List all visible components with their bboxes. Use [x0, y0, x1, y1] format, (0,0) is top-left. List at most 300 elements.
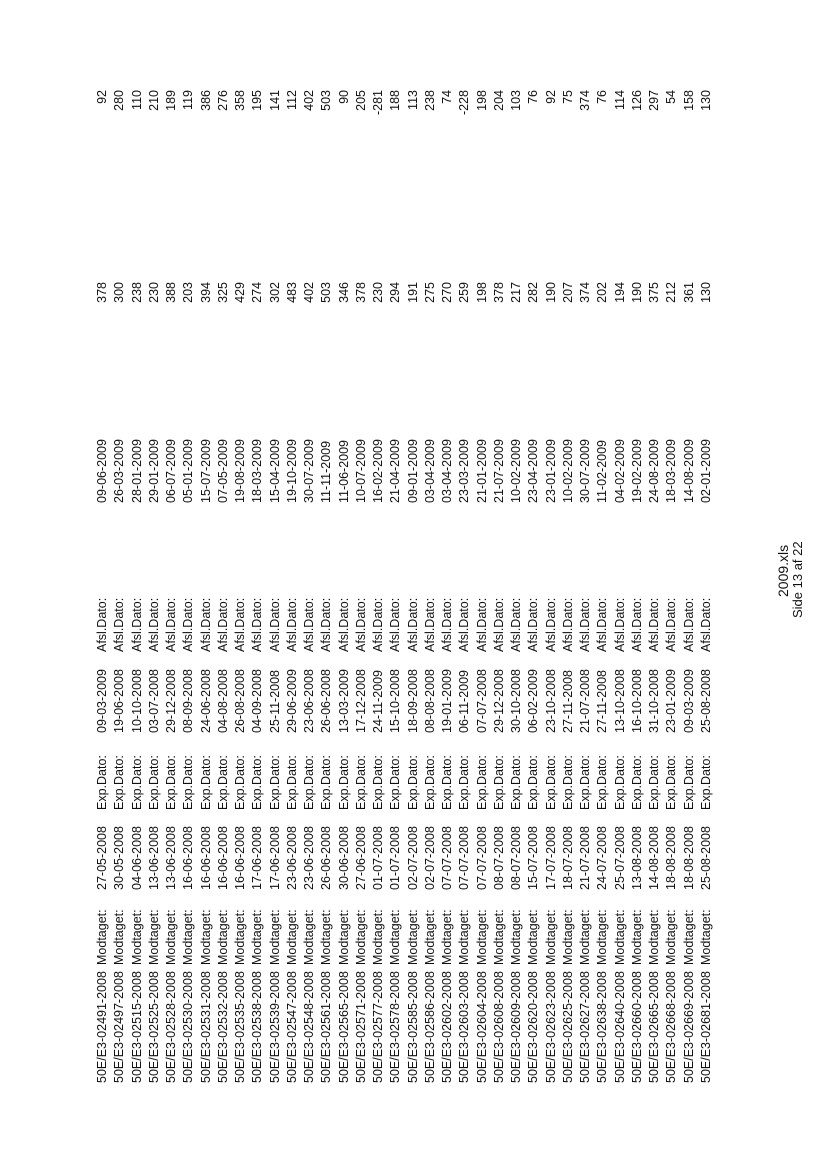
value-difference: 503 — [319, 90, 334, 111]
afsl-date-label: Afsl.Dato: — [405, 597, 420, 652]
case-id: 50E/E3-02668-2008 — [664, 971, 679, 1083]
table-row — [559, 0, 576, 1169]
value-days: 190 — [629, 282, 644, 303]
exp-date-label: Exp.Dato: — [440, 755, 454, 810]
exp-date: 07-07-2008 — [474, 669, 489, 733]
received-label: Modtaget: — [543, 909, 558, 965]
received-label: Modtaget: — [95, 909, 109, 965]
exp-date: 10-10-2008 — [129, 669, 144, 733]
table-row — [524, 0, 541, 1169]
case-id: 50E/E3-02638-2008 — [595, 971, 610, 1083]
table-row — [317, 0, 334, 1169]
afsl-date-label: Afsl.Dato: — [164, 597, 178, 652]
exp-date-label: Exp.Dato: — [560, 755, 575, 810]
afsl-date-label: Afsl.Dato: — [233, 597, 247, 652]
afsl-date-label: Afsl.Dato: — [267, 597, 282, 652]
exp-date-label: Exp.Dato: — [250, 755, 265, 810]
value-days: 374 — [578, 282, 592, 303]
value-days: 194 — [612, 282, 627, 303]
afsl-date-label: Afsl.Dato: — [215, 597, 230, 652]
exp-date: 25-11-2008 — [267, 669, 282, 733]
afsl-date-label: Afsl.Dato: — [198, 597, 213, 652]
received-date: 16-06-2008 — [198, 826, 213, 890]
exp-date-label: Exp.Dato: — [146, 755, 161, 810]
received-date: 07-07-2008 — [440, 826, 454, 890]
case-id: 50E/E3-02623-2008 — [543, 971, 558, 1083]
received-date: 27-05-2008 — [95, 826, 109, 890]
value-days: 346 — [336, 282, 351, 303]
exp-date: 04-09-2008 — [250, 669, 265, 733]
afsl-date-label: Afsl.Dato: — [698, 597, 713, 652]
value-difference: 158 — [681, 90, 696, 111]
received-label: Modtaget: — [302, 909, 316, 965]
value-days: 217 — [509, 282, 523, 303]
received-label: Modtaget: — [388, 909, 403, 965]
received-label: Modtaget: — [457, 909, 472, 965]
table-row — [611, 0, 628, 1169]
afsl-date: 18-03-2009 — [250, 439, 265, 503]
value-difference: 112 — [284, 90, 299, 110]
exp-date-label: Exp.Dato: — [319, 755, 334, 810]
exp-date-label: Exp.Dato: — [698, 755, 713, 810]
afsl-date-label: Afsl.Dato: — [595, 597, 610, 652]
afsl-date-label: Afsl.Dato: — [146, 597, 161, 652]
value-difference: -281 — [371, 90, 385, 116]
table-row — [421, 0, 438, 1169]
case-id: 50E/E3-02497-2008 — [112, 971, 127, 1083]
received-date: 01-07-2008 — [388, 826, 403, 890]
exp-date-label: Exp.Dato: — [267, 755, 282, 810]
value-days: 300 — [112, 282, 127, 303]
afsl-date: 19-10-2009 — [284, 439, 299, 503]
afsl-date-label: Afsl.Dato: — [319, 597, 334, 652]
exp-date: 15-10-2008 — [388, 669, 403, 733]
value-difference: 205 — [353, 90, 368, 111]
case-id: 50E/E3-02669-2008 — [681, 971, 696, 1083]
exp-date: 25-08-2008 — [698, 669, 713, 733]
received-label: Modtaget: — [578, 909, 592, 965]
table-row — [490, 0, 507, 1169]
exp-date-label: Exp.Dato: — [388, 755, 403, 810]
value-days: 282 — [526, 282, 541, 303]
afsl-date: 24-08-2009 — [647, 439, 661, 503]
case-id: 50E/E3-02608-2008 — [491, 971, 506, 1083]
received-date: 30-05-2008 — [112, 826, 127, 890]
received-date: 13-06-2008 — [146, 826, 161, 890]
table-row — [214, 0, 231, 1169]
table-row — [266, 0, 283, 1169]
afsl-date-label: Afsl.Dato: — [664, 597, 679, 652]
value-days: 275 — [422, 282, 437, 303]
case-id: 50E/E3-02609-2008 — [509, 971, 523, 1083]
value-days: 212 — [664, 282, 679, 303]
table-row — [300, 0, 317, 1169]
table-row — [386, 0, 403, 1169]
afsl-date: 11-11-2009 — [319, 440, 334, 503]
exp-date-label: Exp.Dato: — [95, 755, 109, 810]
received-label: Modtaget: — [681, 909, 696, 965]
table-row — [283, 0, 300, 1169]
received-label: Modtaget: — [146, 909, 161, 965]
table-row — [473, 0, 490, 1169]
value-days: 274 — [250, 282, 265, 303]
table-row — [680, 0, 697, 1169]
received-date: 07-07-2008 — [474, 826, 489, 890]
exp-date: 21-07-2008 — [578, 669, 592, 733]
afsl-date-label: Afsl.Dato: — [95, 597, 109, 652]
exp-date-label: Exp.Dato: — [629, 755, 644, 810]
value-difference: 76 — [595, 90, 610, 104]
table-row — [628, 0, 645, 1169]
value-difference: 280 — [112, 90, 127, 111]
afsl-date: 30-07-2009 — [578, 439, 592, 503]
case-id: 50E/E3-02515-2008 — [129, 971, 144, 1083]
afsl-date-label: Afsl.Dato: — [371, 597, 385, 652]
received-date: 16-06-2008 — [233, 826, 247, 890]
value-days: 402 — [302, 282, 316, 303]
case-id: 50E/E3-02528-2008 — [164, 971, 178, 1083]
table-row — [507, 0, 524, 1169]
table-row — [110, 0, 127, 1169]
received-label: Modtaget: — [491, 909, 506, 965]
case-id: 50E/E3-02548-2008 — [302, 971, 316, 1083]
value-days: 203 — [181, 282, 196, 303]
afsl-date-label: Afsl.Dato: — [250, 597, 265, 652]
table-row — [352, 0, 369, 1169]
exp-date-label: Exp.Dato: — [422, 755, 437, 810]
afsl-date: 03-04-2009 — [440, 439, 454, 503]
table-row — [697, 0, 714, 1169]
value-days: 503 — [319, 282, 334, 303]
received-label: Modtaget: — [198, 909, 213, 965]
afsl-date: 03-04-2009 — [422, 439, 437, 503]
value-days: 230 — [371, 282, 385, 303]
exp-date: 06-11-2009 — [457, 669, 472, 733]
received-label: Modtaget: — [698, 909, 713, 965]
received-label: Modtaget: — [647, 909, 661, 965]
afsl-date-label: Afsl.Dato: — [612, 597, 627, 652]
table-row — [197, 0, 214, 1169]
received-label: Modtaget: — [629, 909, 644, 965]
table-row — [404, 0, 421, 1169]
received-label: Modtaget: — [181, 909, 196, 965]
value-days: 483 — [284, 282, 299, 303]
exp-date-label: Exp.Dato: — [491, 755, 506, 810]
value-difference: 76 — [526, 90, 541, 104]
exp-date: 24-06-2008 — [198, 669, 213, 733]
value-difference: 54 — [664, 90, 679, 104]
value-days: 207 — [560, 282, 575, 303]
exp-date: 23-10-2008 — [543, 669, 558, 733]
exp-date: 26-08-2008 — [233, 669, 247, 733]
value-difference: 358 — [233, 90, 247, 111]
case-id: 50E/E3-02547-2008 — [284, 971, 299, 1083]
value-difference: 114 — [612, 90, 627, 110]
received-label: Modtaget: — [284, 909, 299, 965]
exp-date-label: Exp.Dato: — [543, 755, 558, 810]
exp-date-label: Exp.Dato: — [336, 755, 351, 810]
afsl-date: 06-07-2009 — [164, 439, 178, 503]
received-date: 27-06-2008 — [353, 826, 368, 890]
received-label: Modtaget: — [336, 909, 351, 965]
received-date: 18-08-2008 — [664, 826, 679, 890]
table-row — [455, 0, 472, 1169]
value-days: 198 — [474, 282, 489, 303]
exp-date: 31-10-2008 — [647, 669, 661, 733]
table-row — [248, 0, 265, 1169]
value-days: 378 — [353, 282, 368, 303]
exp-date-label: Exp.Dato: — [681, 755, 696, 810]
received-date: 07-07-2008 — [457, 826, 472, 890]
received-date: 30-06-2008 — [336, 826, 351, 890]
afsl-date-label: Afsl.Dato: — [181, 597, 196, 652]
received-date: 13-06-2008 — [164, 826, 178, 890]
received-date: 08-07-2008 — [491, 826, 506, 890]
case-id: 50E/E3-02625-2008 — [560, 971, 575, 1083]
received-label: Modtaget: — [267, 909, 282, 965]
case-id: 50E/E3-02538-2008 — [250, 971, 265, 1083]
received-date: 18-07-2008 — [560, 826, 575, 890]
table-row — [576, 0, 593, 1169]
exp-date: 08-09-2008 — [181, 669, 196, 733]
exp-date-label: Exp.Dato: — [198, 755, 213, 810]
afsl-date: 10-07-2009 — [353, 439, 368, 503]
value-difference: 374 — [578, 90, 592, 111]
received-date: 02-07-2008 — [405, 826, 420, 890]
case-id: 50E/E3-02640-2008 — [612, 971, 627, 1083]
records-table — [93, 0, 723, 1169]
afsl-date-label: Afsl.Dato: — [560, 597, 575, 652]
exp-date: 17-12-2008 — [353, 669, 368, 733]
exp-date-label: Exp.Dato: — [595, 755, 610, 810]
case-id: 50E/E3-02604-2008 — [474, 971, 489, 1083]
afsl-date: 07-05-2009 — [215, 439, 230, 503]
value-difference: 92 — [543, 90, 558, 104]
afsl-date: 29-01-2009 — [146, 439, 161, 503]
case-id: 50E/E3-02577-2008 — [371, 971, 385, 1083]
received-label: Modtaget: — [509, 909, 523, 965]
exp-date: 19-01-2009 — [440, 669, 454, 733]
afsl-date: 21-04-2009 — [388, 439, 403, 503]
received-date: 02-07-2008 — [422, 826, 437, 890]
afsl-date: 19-08-2009 — [233, 439, 247, 503]
exp-date-label: Exp.Dato: — [302, 755, 316, 810]
value-difference: 119 — [181, 90, 196, 110]
afsl-date-label: Afsl.Dato: — [509, 597, 523, 652]
afsl-date-label: Afsl.Dato: — [302, 597, 316, 652]
value-days: 375 — [647, 282, 661, 303]
afsl-date-label: Afsl.Dato: — [129, 597, 144, 652]
value-days: 270 — [440, 282, 454, 303]
case-id: 50E/E3-02586-2008 — [422, 971, 437, 1083]
afsl-date: 19-02-2009 — [629, 439, 644, 503]
table-row — [179, 0, 196, 1169]
value-days: 325 — [215, 282, 230, 303]
received-label: Modtaget: — [112, 909, 127, 965]
received-date: 17-06-2008 — [250, 826, 265, 890]
case-id: 50E/E3-02578-2008 — [388, 971, 403, 1083]
value-days: 388 — [164, 282, 178, 303]
value-days: 202 — [595, 282, 610, 303]
received-label: Modtaget: — [233, 909, 247, 965]
received-date: 24-07-2008 — [595, 826, 610, 890]
received-label: Modtaget: — [560, 909, 575, 965]
value-days: 191 — [405, 282, 420, 303]
received-date: 15-07-2008 — [526, 826, 541, 890]
afsl-date: 11-06-2009 — [336, 439, 351, 503]
value-difference: 297 — [647, 90, 661, 111]
value-difference: 110 — [129, 90, 144, 110]
afsl-date: 10-02-2009 — [560, 439, 575, 503]
received-date: 17-06-2008 — [267, 826, 282, 890]
afsl-date: 15-07-2009 — [198, 439, 213, 503]
value-difference: 126 — [629, 90, 644, 111]
case-id: 50E/E3-02535-2008 — [233, 971, 247, 1083]
exp-date-label: Exp.Dato: — [233, 755, 247, 810]
case-id: 50E/E3-02530-2008 — [181, 971, 196, 1083]
afsl-date-label: Afsl.Dato: — [457, 597, 472, 652]
case-id: 50E/E3-02532-2008 — [215, 971, 230, 1083]
received-label: Modtaget: — [595, 909, 610, 965]
value-difference: 402 — [302, 90, 316, 111]
exp-date: 04-08-2008 — [215, 669, 230, 733]
afsl-date-label: Afsl.Dato: — [543, 597, 558, 652]
case-id: 50E/E3-02602-2008 — [440, 971, 454, 1083]
afsl-date-label: Afsl.Dato: — [491, 597, 506, 652]
exp-date: 27-11-2008 — [595, 669, 610, 733]
table-row — [438, 0, 455, 1169]
value-difference: 74 — [440, 90, 454, 104]
afsl-date: 04-02-2009 — [612, 439, 627, 503]
received-label: Modtaget: — [440, 909, 454, 965]
received-date: 01-07-2008 — [371, 826, 385, 890]
afsl-date-label: Afsl.Dato: — [440, 597, 454, 652]
case-id: 50E/E3-02491-2008 — [95, 971, 109, 1083]
exp-date: 30-10-2008 — [509, 669, 523, 733]
value-difference: 75 — [560, 90, 575, 104]
received-label: Modtaget: — [526, 909, 541, 965]
exp-date: 19-06-2008 — [112, 669, 127, 733]
value-days: 302 — [267, 282, 282, 303]
case-id: 50E/E3-02681-2008 — [698, 971, 713, 1083]
received-label: Modtaget: — [164, 909, 178, 965]
value-difference: 92 — [95, 90, 109, 104]
table-row — [335, 0, 352, 1169]
afsl-date: 18-03-2009 — [664, 439, 679, 503]
table-row — [145, 0, 162, 1169]
case-id: 50E/E3-02665-2008 — [647, 971, 661, 1083]
exp-date: 26-06-2008 — [319, 669, 334, 733]
exp-date-label: Exp.Dato: — [284, 755, 299, 810]
table-row — [231, 0, 248, 1169]
received-label: Modtaget: — [664, 909, 679, 965]
exp-date-label: Exp.Dato: — [112, 755, 127, 810]
afsl-date-label: Afsl.Dato: — [526, 597, 541, 652]
exp-date-label: Exp.Dato: — [353, 755, 368, 810]
value-days: 190 — [543, 282, 558, 303]
afsl-date-label: Afsl.Dato: — [647, 597, 661, 652]
case-id: 50E/E3-02539-2008 — [267, 971, 282, 1083]
received-label: Modtaget: — [129, 909, 144, 965]
value-days: 394 — [198, 282, 213, 303]
afsl-date-label: Afsl.Dato: — [681, 597, 696, 652]
received-label: Modtaget: — [474, 909, 489, 965]
file-title: 2009.xls — [775, 544, 791, 597]
afsl-date: 21-01-2009 — [474, 439, 489, 503]
exp-date: 13-10-2008 — [612, 669, 627, 733]
value-days: 429 — [233, 282, 247, 303]
afsl-date: 11-02-2009 — [595, 439, 610, 503]
afsl-date: 10-02-2009 — [509, 439, 523, 503]
afsl-date-label: Afsl.Dato: — [336, 597, 351, 652]
value-days: 259 — [457, 282, 472, 303]
case-id: 50E/E3-02620-2008 — [526, 971, 541, 1083]
received-date: 25-07-2008 — [612, 826, 627, 890]
afsl-date: 23-04-2009 — [526, 439, 541, 503]
exp-date: 18-09-2008 — [405, 669, 420, 733]
afsl-date-label: Afsl.Dato: — [629, 597, 644, 652]
received-label: Modtaget: — [353, 909, 368, 965]
value-days: 361 — [681, 282, 696, 303]
page-footer: Side 13 af 22 — [790, 541, 805, 618]
value-difference: 238 — [422, 90, 437, 111]
table-row — [645, 0, 662, 1169]
case-id: 50E/E3-02571-2008 — [353, 971, 368, 1083]
exp-date-label: Exp.Dato: — [612, 755, 627, 810]
afsl-date: 15-04-2009 — [267, 439, 282, 503]
value-difference: 90 — [336, 90, 351, 104]
value-days: 378 — [95, 282, 109, 303]
exp-date: 03-07-2008 — [146, 669, 161, 733]
case-id: 50E/E3-02660-2008 — [629, 971, 644, 1083]
value-difference: 210 — [146, 90, 161, 111]
received-date: 21-07-2008 — [578, 826, 592, 890]
afsl-date: 21-07-2009 — [491, 439, 506, 503]
value-difference: -228 — [457, 90, 472, 116]
afsl-date-label: Afsl.Dato: — [422, 597, 437, 652]
received-date: 23-06-2008 — [302, 826, 316, 890]
case-id: 50E/E3-02585-2008 — [405, 971, 420, 1083]
value-days: 294 — [388, 282, 403, 303]
exp-date: 08-08-2008 — [422, 669, 437, 733]
received-label: Modtaget: — [612, 909, 627, 965]
afsl-date: 26-03-2009 — [112, 439, 127, 503]
case-id: 50E/E3-02603-2008 — [457, 971, 472, 1083]
case-id: 50E/E3-02627-2008 — [578, 971, 592, 1083]
value-difference: 188 — [388, 90, 403, 111]
value-difference: 141 — [267, 90, 282, 111]
table-row — [542, 0, 559, 1169]
exp-date: 23-01-2009 — [664, 669, 679, 733]
table-row — [93, 0, 110, 1169]
received-date: 25-08-2008 — [698, 826, 713, 890]
received-date: 16-06-2008 — [181, 826, 196, 890]
exp-date: 29-06-2009 — [284, 669, 299, 733]
received-date: 13-08-2008 — [629, 826, 644, 890]
exp-date: 09-03-2009 — [681, 669, 696, 733]
received-date: 08-07-2008 — [509, 826, 523, 890]
exp-date: 29-12-2008 — [164, 669, 178, 733]
table-row — [369, 0, 386, 1169]
afsl-date: 28-01-2009 — [129, 439, 144, 503]
afsl-date-label: Afsl.Dato: — [353, 597, 368, 652]
received-label: Modtaget: — [405, 909, 420, 965]
afsl-date: 09-01-2009 — [405, 439, 420, 503]
value-difference: 113 — [405, 90, 420, 110]
table-row — [162, 0, 179, 1169]
received-date: 16-06-2008 — [215, 826, 230, 890]
exp-date: 16-10-2008 — [629, 669, 644, 733]
